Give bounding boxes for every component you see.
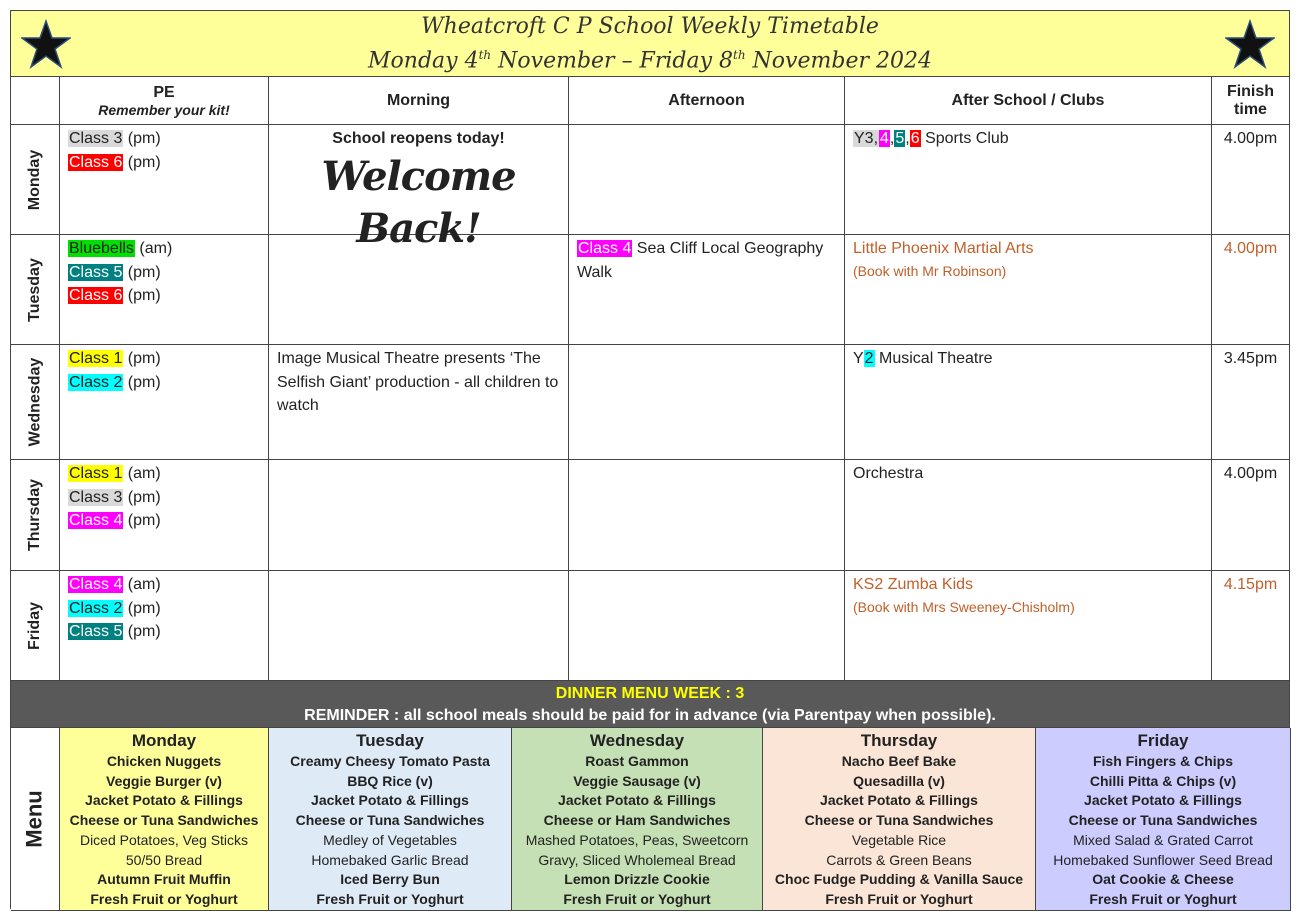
morning-friday bbox=[269, 571, 569, 681]
finish-wednesday: 3.45pm bbox=[1212, 345, 1290, 460]
afternoon-tuesday: Class 4 Sea Cliff Local Geography Walk bbox=[569, 235, 845, 345]
header-finish-time: Finish time bbox=[1212, 77, 1290, 125]
finish-tuesday: 4.00pm bbox=[1212, 235, 1290, 345]
timetable-sheet bbox=[10, 10, 1290, 909]
afternoon-wednesday bbox=[569, 345, 845, 460]
morning-monday bbox=[269, 125, 569, 252]
menu-thursday: Thursday Nacho Beef Bake Quesadilla (v) Jacket Potato & Fillings Cheese or Tuna Sandwiches Vegetable Rice Carrots & Green Beans Choc Fudge Pudding & Vanilla Sauce Fresh Fruit or Yoghurt bbox=[763, 728, 1036, 911]
menu-label: Menu bbox=[11, 728, 60, 911]
dinner-heading: DINNER MENU WEEK : 3 bbox=[555, 685, 745, 702]
menu-wednesday: Wednesday Roast Gammon Veggie Sausage (v) Jacket Potato & Fillings Cheese or Ham Sandwiches Mashed Potatoes, Peas, Sweetcorn Gravy, Sliced Wholemeal Bread Lemon Drizzle Cookie Fresh Fruit or Yoghurt bbox=[512, 728, 763, 911]
menu-friday: Friday Fish Fingers & Chips Chilli Pitta & Chips (v) Jacket Potato & Fillings Cheese or Tuna Sandwiches Mixed Salad & Grated Carrot Homebaked Sunflower Seed Bread Oat Cookie & Cheese Fresh Fruit or Yoghurt bbox=[1036, 728, 1291, 911]
day-label-tuesday: Tuesday bbox=[11, 235, 60, 345]
finish-thursday: 4.00pm bbox=[1212, 460, 1290, 571]
day-label-monday: Monday bbox=[11, 125, 60, 235]
day-label-wednesday: Wednesday bbox=[11, 345, 60, 460]
day-label-friday: Friday bbox=[11, 571, 60, 681]
star-icon bbox=[1225, 19, 1275, 69]
title-line-2: Monday 4th November – Friday 8th November 2024 bbox=[368, 48, 932, 74]
timetable-grid bbox=[11, 77, 1290, 681]
morning-wednesday: Image Musical Theatre presents ‘The Selfish Giant’ production - all children to watch bbox=[269, 345, 569, 460]
header-after-school: After School / Clubs bbox=[845, 77, 1212, 125]
club-thursday: Orchestra bbox=[845, 460, 1212, 571]
welcome-back-text: Welcome Back! bbox=[321, 152, 516, 252]
reopen-notice: School reopens today! bbox=[332, 130, 505, 147]
pe-monday: Class 3 (pm) Class 6 (pm) bbox=[60, 125, 269, 235]
club-wednesday: Y2 Musical Theatre bbox=[845, 345, 1212, 460]
finish-monday: 4.00pm bbox=[1212, 125, 1290, 235]
finish-friday: 4.15pm bbox=[1212, 571, 1290, 681]
title-line-1: Wheatcroft C P School Weekly Timetable bbox=[421, 14, 879, 39]
day-label-thursday: Thursday bbox=[11, 460, 60, 571]
star-icon bbox=[21, 19, 71, 69]
pe-wednesday: Class 1 (pm) Class 2 (pm) bbox=[60, 345, 269, 460]
title-banner bbox=[11, 11, 1290, 77]
pe-tuesday: Bluebells (am) Class 5 (pm) Class 6 (pm) bbox=[60, 235, 269, 345]
pe-friday: Class 4 (am) Class 2 (pm) Class 5 (pm) bbox=[60, 571, 269, 681]
morning-thursday bbox=[269, 460, 569, 571]
club-tuesday: Little Phoenix Martial Arts (Book with Mr Robinson) bbox=[845, 235, 1212, 345]
dinner-banner bbox=[11, 681, 1290, 728]
menu-tuesday: Tuesday Creamy Cheesy Tomato Pasta BBQ Rice (v) Jacket Potato & Fillings Cheese or Tuna Sandwiches Medley of Vegetables Homebaked Garlic Bread Iced Berry Bun Fresh Fruit or Yoghurt bbox=[269, 728, 512, 911]
morning-tuesday bbox=[269, 235, 569, 345]
afternoon-thursday bbox=[569, 460, 845, 571]
club-monday: Y3, 4,5,6 Sports Club bbox=[845, 125, 1212, 235]
dinner-menu bbox=[11, 728, 1290, 909]
club-friday: KS2 Zumba Kids (Book with Mrs Sweeney-Chisholm) bbox=[845, 571, 1212, 681]
dinner-reminder: REMINDER : all school meals should be paid for in advance (via Parentpay when possible). bbox=[304, 707, 996, 724]
afternoon-monday bbox=[569, 125, 845, 235]
pe-thursday: Class 1 (am) Class 3 (pm) Class 4 (pm) bbox=[60, 460, 269, 571]
header-morning: Morning bbox=[269, 77, 569, 125]
header-pe: PE Remember your kit! bbox=[60, 77, 269, 125]
header-afternoon: Afternoon bbox=[569, 77, 845, 125]
afternoon-friday bbox=[569, 571, 845, 681]
menu-monday: Monday Chicken Nuggets Veggie Burger (v) Jacket Potato & Fillings Cheese or Tuna Sandwiches Diced Potatoes, Veg Sticks 50/50 Bread Autumn Fruit Muffin Fresh Fruit or Yoghurt bbox=[60, 728, 269, 911]
corner-cell bbox=[11, 77, 60, 125]
